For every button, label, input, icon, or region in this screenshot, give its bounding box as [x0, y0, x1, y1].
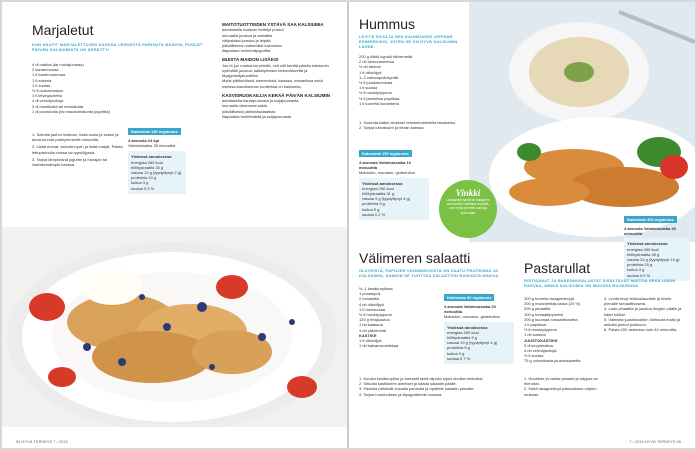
- pastarullat-nutrition-box: [624, 208, 690, 281]
- ingredient-item: 200 g tölkki kypsiä kikherneitä: [359, 54, 413, 59]
- step-item: 1. Soseuta kaikki ainekset tehosekoittimella tasaiseksi.: [359, 120, 456, 125]
- step-item: 1. Kuutioi kesäkurpitsa ja tomaatit sekä viipaloi sipuli ohuiksi renkaiksi.: [359, 376, 484, 381]
- vinkki-text: Lasagnelevyistä tai lasagnen varmuuden tulleista levyistä, voit myös pienten kaivoja kokonaan: [446, 198, 490, 215]
- ingredient-item: 2 rkl sitruunamehua: [359, 59, 395, 65]
- servings-line: 4 annosta Valmistusaika 20 minuuttia: [444, 304, 496, 315]
- ingredient-item: 2 tomaattia: [359, 296, 379, 302]
- calcium-tips-column: [222, 22, 332, 119]
- pastarullat-steps-a: [524, 376, 599, 397]
- nutrition-item: kuitua 3 g: [627, 267, 645, 273]
- ingredient-item: 1 tl kardemummaa: [32, 72, 66, 78]
- tips-heading: MUISTA MAIDON LISÄKSI: [222, 57, 279, 63]
- tips-heading: MAITOTUOTTEIDEN YSTÄVÄ SAA KALSIUMIA: [222, 22, 324, 27]
- ingredient-item: 1 rkl kaakaoa: [359, 322, 383, 328]
- nutrition-item: hiilihydraattia 45 g: [627, 251, 660, 257]
- pasta-plate-illustration: [469, 2, 695, 242]
- ingredient-item: ½ tl juustokuminaa: [359, 80, 393, 86]
- step-item: 2. Sekoita kastikkeen ainekset ja kaada salaatin päälle.: [359, 381, 457, 387]
- nutrition-item: energiaa 490 kcal: [627, 246, 659, 252]
- step-item: 3. Levitä levyt leikkuulaudalle ja sivele pinnalle tomaattisoseta.: [604, 296, 672, 307]
- tips-item: päivälliseksi pähkinäsalaatista: [222, 108, 276, 114]
- nutrition-item: energiaa 250 kcal: [447, 329, 479, 335]
- nutrition-item: suolaa 0,5 %: [627, 272, 651, 278]
- hummus-nutrition-box: [359, 142, 429, 220]
- nutrition-panel: [444, 322, 514, 364]
- nutrition-item: hiilihydraattia 30 g: [131, 164, 164, 170]
- marjaletut-nutrition-box: [128, 120, 186, 194]
- tips-item: lounaalla juustoa ja salaattia: [222, 32, 273, 38]
- nutrition-title: Yhdessä annoksessa: [627, 241, 668, 247]
- ingredient-item: 1 rkl sokeria: [524, 332, 546, 338]
- nutrition-item: proteiinia 10 g: [131, 175, 157, 181]
- step-item: 2. Lisää munat, sekoita hyvin ja lisää marjat. Paista lettupannulla voissa tai rypsiöljyssä.: [32, 144, 123, 155]
- ingredient-item: 1 tl leivinjauhetta: [32, 93, 62, 99]
- tips-item: iltapalaksi hedelmästä ja soijajuomasta: [222, 113, 292, 119]
- ingredient-item: ½ tl mustapippuria: [359, 312, 392, 318]
- nutrition-title: Yhdessä annoksessa: [362, 180, 403, 186]
- step-item: 2. Keitä lasagnelevyt pakkauksen ohjeen mukaan.: [524, 386, 597, 397]
- time-line: Valmistusaika 35 minuuttia: [128, 143, 176, 149]
- valimeren-intro: OLIIVEISTA, PAPUJEN VIHANNEKSISTA ON SAATU PROTEIINIA JA KALSIUMIA, SAMOIN SE TUOTTAA SALAATTIIN RAIKASTA MAKUA.: [359, 268, 500, 278]
- nutrition-item: kuitua 3 g: [131, 180, 149, 186]
- ingredient-item: 100 g tomaattipyreetä: [524, 311, 563, 317]
- diet-line: Maidoton, munaton, gluteeniton: [359, 170, 416, 176]
- ingredient-item: 2 kananmunaa: [32, 67, 59, 73]
- ingredient-item: 200 g mozzarellajuustoa (24 %): [524, 301, 581, 307]
- step-item: 1. Sekoita jauhot maitoon, lisää suola ja sokeri ja anna turvota parikymmentä minuuttia.: [32, 132, 119, 143]
- marjaletut-title: Marjaletut: [32, 22, 94, 38]
- sauce-title: JUUSTOKASTIKE: [524, 337, 558, 343]
- nutrition-item: suolaa 0,3 %: [131, 185, 155, 191]
- nutrition-title: Yhdessä annoksessa: [131, 154, 172, 160]
- nutrition-item: rasvaa 12 g (tyydyttynyt 2 g): [131, 170, 182, 176]
- nutrition-panel: [624, 238, 690, 280]
- calcium-tag: Kalsiumia 400 mg/annos: [624, 216, 677, 223]
- hummus-steps: [359, 120, 459, 130]
- servings-line: 4 annosta Valmistusaika 40 minuuttia: [624, 226, 676, 237]
- tips-item: iltapalaksi hedelmäjogurttia: [222, 48, 271, 54]
- tips-item: Jos et juo maitoa tai piimää, voit silti kerätä päivän kalsiumin syömällä juustoa, kalkkipitoista kivennäisvettä ja täysjyväviljatuotteita.: [222, 62, 329, 79]
- ingredient-item: 4 rkl pähkinöitä: [359, 327, 386, 333]
- ingredient-item: 1 tl suolaa: [32, 82, 51, 88]
- nutrition-title: Yhdessä annoksessa: [447, 324, 488, 330]
- pastarullat-ingredients: [524, 296, 599, 364]
- diet-line: Maidoton, munaton, gluteeniton: [444, 314, 501, 320]
- ingredient-item: 1 tl oliiviöljyä: [359, 338, 382, 344]
- vinkki-badge: [439, 180, 497, 238]
- ingredient-item: 200 g pinaattia: [524, 306, 551, 312]
- nutrition-item: proteiinia 9 g: [447, 345, 470, 351]
- tips-item: lounaalla vihannesruoista: [222, 103, 268, 109]
- step-item: 4. Lado pinaattia ja juustoa levyjen päälle ja kääri rulliksi.: [604, 306, 682, 317]
- nutrition-item: suolaa 0,7 %: [447, 355, 471, 361]
- page-footer-left: 54 HYVÄ TERVEYS 7 / 2013: [16, 439, 68, 444]
- ingredient-item: ½ tl mustapippuria: [524, 327, 557, 333]
- hummus-ingredients: [359, 54, 449, 106]
- step-item: 5. Valmista juustokastike: kiehauta maito ja sekoita jauhot joukkoon.: [604, 316, 681, 328]
- ingredient-item: 200 g kuumaa tomaattisosetta: [524, 316, 578, 322]
- right-page: [349, 2, 695, 448]
- ingredient-item: ½–1 kesäkurpitsaa: [359, 286, 393, 291]
- calcium-tag: Kalsiumia 150 mg/annos: [128, 128, 181, 135]
- valimeren-nutrition-box: [444, 286, 514, 364]
- nutrition-item: kuitua 9 g: [362, 206, 380, 212]
- ingredient-item: ½ tl suolaa: [524, 353, 544, 359]
- ingredient-item: 4 rkl vehnäjauhoja: [524, 348, 557, 354]
- ingredient-item: ½ tl ruokasoodaa: [32, 88, 63, 94]
- hummus-title: Hummus: [359, 16, 416, 32]
- pancake-photo: [2, 227, 348, 427]
- vinkki-title: Vinkki: [455, 188, 481, 198]
- ingredient-item: 1 tl sokeria: [32, 77, 52, 83]
- servings-line: 4 annosta Valmistusaika 10 minuuttia: [359, 160, 411, 171]
- ingredient-item: 120 g fetajuustoa: [359, 317, 390, 323]
- marjaletut-intro: KUN HAUTIT MARJALETTUJEN KANSSA LEHDESTÄ PARHAITA MAIDON, PUOLET PÄIVÄN KALSIUMISTA ON KERÄTTY!: [32, 42, 203, 52]
- pastarullat-steps-b: [604, 296, 686, 332]
- ingredient-item: 3 dl mustikoita tai mansikoita: [32, 103, 84, 109]
- tips-item: välipalaksi juustoa ja leipää: [222, 37, 271, 43]
- nutrition-item: rasvaa 24 g (tyydyttynyt 10 g): [627, 257, 680, 263]
- ingredient-item: 4 dl maitoa (tai ruokajuomaa): [32, 62, 84, 67]
- tips-item: Myös pähkinöissä, siemenissä, kalassa, mantelissa sekä useissa kasvikunnan tuotteissa on kalsiumia.: [222, 78, 323, 89]
- ingredient-item: 5 dl kevytmaitoa: [524, 342, 553, 348]
- pastarullat-title: Pastarullat: [524, 260, 591, 276]
- ingredient-item: 4 rkl oliiviöljyä: [359, 301, 384, 307]
- nutrition-panel: [359, 178, 429, 220]
- nutrition-panel: [128, 151, 186, 193]
- valimeren-steps: [359, 376, 509, 397]
- ingredient-item: 200 g tuoreita lasagnelevyjä: [524, 296, 574, 301]
- tips-item: aamiaisella maitoon keitetyt puurot: [222, 27, 284, 33]
- nutrition-item: energiaa 280 kcal: [131, 159, 163, 165]
- step-item: 6. Paista 200 asteessa noin 40 minuuttia.: [604, 327, 678, 333]
- pancake-plate-illustration: [2, 227, 348, 427]
- ingredient-item: 1 tl suolaa: [359, 85, 378, 91]
- tips-item: aamiaisella kaurapuurosta ja soijajuomasta: [222, 98, 299, 104]
- left-page: [2, 2, 348, 448]
- ingredient-item: ½ rkl tahinia: [359, 64, 381, 70]
- servings-line: 4 annosta 24 kpl: [128, 138, 160, 143]
- ingredient-item: 1 tl merisuolaa: [359, 306, 386, 312]
- calcium-tag: Kalsiumia 150 mg/annos: [359, 150, 412, 157]
- pasta-rolls-photo: [469, 2, 695, 242]
- ingredient-item: 4 dl vehnäjauhoja: [32, 98, 64, 104]
- nutrition-item: energiaa 250 kcal: [362, 185, 394, 191]
- ingredient-item: 1–2 valkosipulinkynttä: [359, 74, 399, 80]
- step-item: 4. Tarjoa hummuksen ja täysjyväleivän kanssa.: [359, 391, 443, 397]
- ingredient-item: 75 g voimakasta juustoraastetta: [524, 358, 581, 364]
- valimeren-title: Välimeren salaatti: [359, 250, 471, 266]
- nutrition-item: rasvaa 19 g (tyydyttynyt 4 g): [447, 340, 498, 346]
- nutrition-item: rasvaa 9 g (tyydyttynyt 4 g): [362, 196, 411, 202]
- ingredient-item: ½ tl jauhettua paprikaa: [359, 95, 400, 101]
- valimeren-ingredients: [359, 286, 439, 348]
- ingredient-item: ½ tl mustapippuria: [359, 90, 392, 96]
- ingredient-item: 1 dl puolukoita (tai maustamatonta jogurttia): [32, 108, 110, 114]
- ingredient-item: 1 tl oliiviöljyä: [359, 69, 382, 75]
- ingredient-item: 1 rkl balsamicoetikkaa: [359, 343, 399, 349]
- pastarullat-intro: RISTISANAT JA RAKENNUSALUSTAT SISÄLTÄVÄT MAITOA SEKÄ USEIN RASVAA, MINKÄ KALSIUMIA ON MUUSSA RUOKIENSA.: [524, 278, 676, 288]
- tips-heading: KASVISRUOKAILIJA KERÄÄ PÄIVÄN KALSIUMIN: [222, 92, 331, 98]
- nutrition-item: suolaa 0,2 %: [362, 211, 386, 217]
- dressing-title: KASTIKE: [359, 332, 377, 338]
- nutrition-item: hiilihydraattia 31 g: [362, 191, 395, 197]
- nutrition-item: hiilihydraattia 9 g: [447, 335, 478, 341]
- step-item: 2. Tarjoa kasviksien ja leivän kanssa.: [359, 125, 425, 131]
- step-item: 3. Tarjoa lämpimänä jogurtin ja hunajan tai vaahterasiirapin kanssa.: [32, 156, 108, 168]
- nutrition-item: kuitua 3 g: [447, 350, 465, 356]
- page-footer-right: 7 / 2013 HYVÄ TERVEYS 55: [629, 439, 681, 444]
- hummus-intro: LEVITÄ SIVULTA SEN KAUNEUDEN LEIPÄÄN ESIMERKIKSI, JOTEN SE ON HYVÄ KALSIUMIN LÄHDE.: [359, 34, 458, 49]
- tips-item: päivälliseksi maitotölkki kokonaan: [222, 43, 282, 49]
- marjaletut-steps: [32, 132, 124, 167]
- marjaletut-ingredients: [32, 62, 132, 114]
- nutrition-item: proteiinia 25 g: [627, 262, 653, 268]
- step-item: 3. Paahda pähkinät kuivalla pannulla ja ripottele salaatin pinnalle.: [359, 386, 475, 392]
- calcium-tag: Kalsiumia 60 mg/annos: [444, 294, 494, 301]
- ingredient-item: 1 punasipuli: [359, 291, 381, 297]
- step-item: 1. Huuhtele ja valuta pinaatti ja silppua se hienoksi.: [524, 376, 598, 387]
- nutrition-item: proteiinia 9 g: [362, 201, 385, 207]
- ingredient-item: 1 tl paprikaa: [524, 322, 546, 328]
- ingredient-item: 1 tl tuoretta korianteria: [359, 100, 399, 106]
